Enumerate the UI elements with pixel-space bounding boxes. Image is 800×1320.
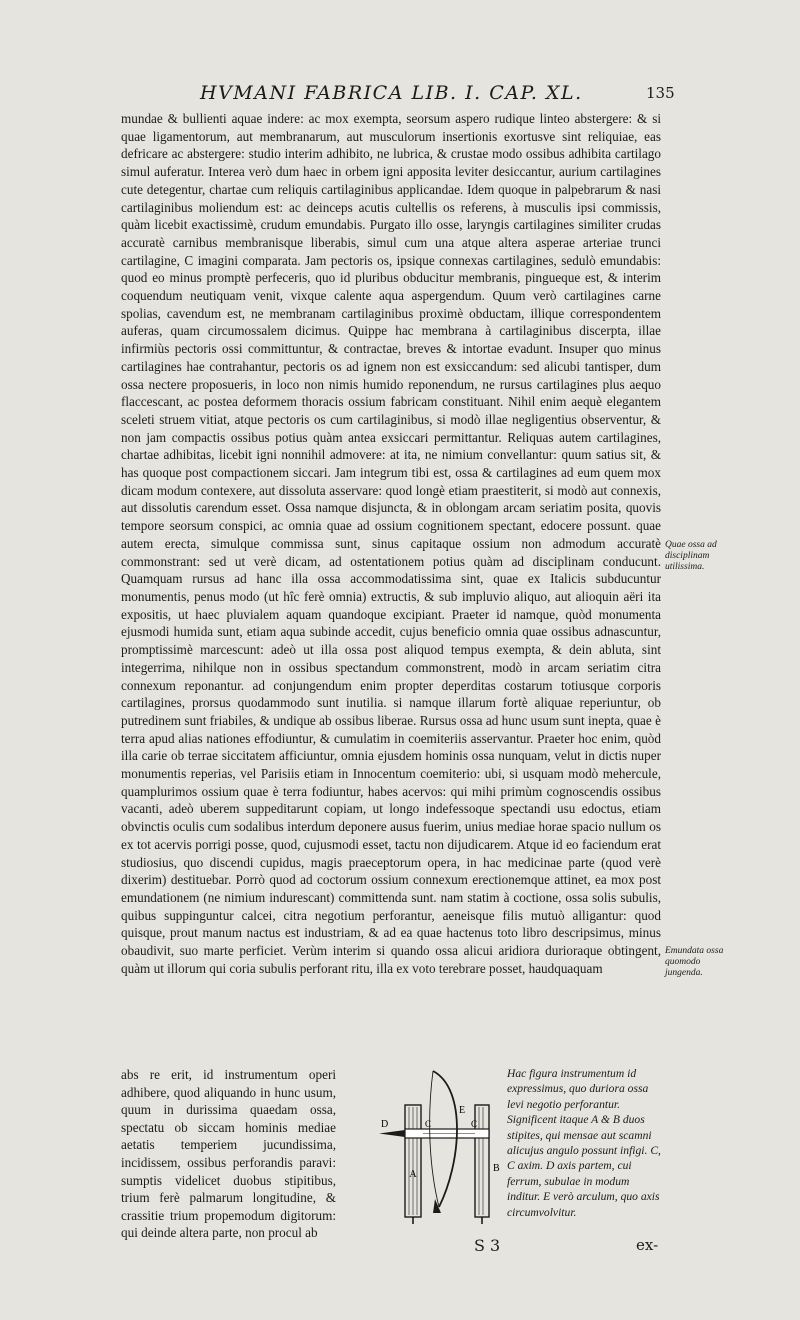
- catchword: ex-: [636, 1236, 659, 1254]
- figure-label: C: [425, 1119, 432, 1129]
- figure-label: E: [459, 1105, 466, 1116]
- figure-caption: Hac figura instrumentum id expressimus, quo duriora ossa levi negotio perforantur. Significent itaque A & B duos stipites, qui mensae aut scamni alicujus angulo possunt infigi. C, C axim. D axis partem, cui ferrum, subulae in modum inditur. E verò arculum, quo axis circumvolvitur.: [507, 1067, 661, 1219]
- running-title: HVMANI FABRICA LIB. I. CAP. XL.: [200, 82, 583, 104]
- stipes-a: [405, 1105, 421, 1224]
- stipes-b: [475, 1105, 489, 1224]
- bow-e: [430, 1071, 457, 1213]
- left-column-text: abs re erit, id instrumentum operi adhibere, quod aliquando in hunc usum, quum in durissima quaedam ossa, spectatu ob siccam hominis mediae aetatis temperiem jucundissima, incidissem, ossibus perforandis paravi: sumptis videlicet duobus stipitibus, trium ferè palmarum longitudine, & crassitie trium propemodum digitorum: qui deinde altera parte, non procul ab: [121, 1067, 336, 1241]
- drill-instrument-figure: [375, 1067, 505, 1227]
- figure-label: D: [381, 1119, 389, 1130]
- awl-d: [379, 1130, 405, 1137]
- figure-label: A: [409, 1169, 417, 1180]
- margin-note-1: Quae ossa ad disciplinam utilissima.: [665, 540, 717, 572]
- page-number: 135: [646, 84, 675, 102]
- signature-mark: S 3: [474, 1236, 501, 1255]
- main-paragraph: mundae & bullienti aquae indere: ac mox exempta, seorsum aspero rudique linteo abstergere: & si quae ligamentorum, aut membranarum, aut musculorum insertionis exortusve sint reliquiae, eas defricare ac abstergere: studio interim adhibito, ne lubrica, & crustae modo ossibus adhibita cartilago simul auferatur. Interea verò dum haec in orbem igni apposita leviter desiccantur, aurium cartilagines cute detegentur, chartae cum reliquis cartilaginibus applicandae. Idem quoque in palpebrarum & nasi cartilaginibus moliendum est: ac deinceps acutis cultellis os referens, à musculis ipsi commissis, quàm licebit exactissimè, crudum emundabis. Purgato illo osse, laryngis cartilagines similiter crudas accuratè carnibus membranisque liberabis, simul cum una atque altera asperae arteriae trunci cartilagine, C imagini comparata. Jam pectoris os, ipsique connexas cartilagines, sedulò emundabis: quod eo minus promptè perfeceris, quo id pluribus obducitur membranis, pingueque est, & interim coquendum neutiquam venit, vixque calente aqua aspergendum. Quum verò cartilagines carne spolias, cavendum est, ne membranam cartilaginibus proximè obductam, illique correspondentem auferas, quam circumossalem dicimus. Quippe hac membrana à cartilaginibus discerpta, illae infirmiùs pectoris ossi committuntur, & contractae, breves & intortae evadunt. Insuper quo minus cartilagines hae contrahantur, pectoris os ad ignem non est exsiccandum: sed alicubi tantisper, dum ossa nectere proposueris, in loco non nimis humido reponendum, ne rursus cartilagines plus aequo flaccescant, ac postea deformem thoracis ossium fabricam constituant. Nihil enim aequè elegantem sceleti struem vitiat, atque pectoris os cum cartilaginibus, si modò illae negligentius observentur, & non jam compactis ossibus potius quàm antea exsiccari permittantur. Reliquas autem cartilagines, chartae adhibitas, licebit igni nonnihil admovere: at ita, ne nimium convellantur: quum satius sit, & has quoque post compactionem siccari. Jam integrum tibi est, ossa & cartilagines ad eum quem mox dicam modum contexere, aut dissoluta asservare: quod longè etiam praestiterit, si modò aut connexis, aut dissolutis carendum esset. Ossa namque disjuncta, & in oblongam arcam seriatim posita, quovis tempore seorsum conspici, ac omnia quae ad ossium cognitionem spectant, edocere possunt. quae autem erecta, simulque commissa sunt, sinus capitaque ossium non admodum accuratè commonstrant: sed ut verè dicam, ad ostentationem potius quàm ad disciplinam conducunt. Quamquam rursus ad hanc illa ossa accommodatissima sint, quae ex Italicis subducuntur monumentis, penus modo (ut hîc ferè omnia) extructis, & sub impluvio aliquo, aut alioquin aëri ita expositis, ut haec pluvialem aquam quandoque excipiant. Praeter id namque, quòd monumenta ejusmodi humida sunt, etiam aqua subinde accedit, cujus beneficio omnia quae ossibus adnascuntur, promptissimè marcescunt: adeò ut illa ossa post aliquod tempus exempta, & dein abluta, sint integerrima, nihilque non in ossibus spectandum commonstrent, modò in arcam seriatim citra connexum reponantur. ad conjungendum enim propter deperditas costarum totiusque corporis cartilagines, prorsus quodammodo sunt inutilia. si namque illarum fortè aliquae reperiuntur, ob putredinem sunt friabiles, & undique ab ossibus liberae. Rursus ossa ad hunc usum sunt inepta, quae è terra apud alias nationes effodiuntur, & cumulatim in coemiteriis asservantur. Praeter hoc enim, quòd illa carie ob terrae siccitatem afficiuntur, omnia ejusdem hominis ossa nunquam, velut in dictis nuper monumentis reperias, vel Parisiis etiam in Innocentum coemiterio: ubi, si usquam modò mehercule, quamplurimos ossium quae è terra fodiuntur, habes acervos: qui mihi primùm cognoscendis ossibus vacanti, adeò uberem suppeditarunt copiam, ut longo indefessoque spectandi usu edoctus, etiam obvinctis oculis cum sodalibus interdum deponere ausus fuerim, unius mediae horae spacio nullum os ex tot acervis porrigi posse, quod, cujusmodi esset, tactu non dijudicarem. Atque id eo faciendum erat studiosius, quo discendi cupidus, magis praeceptorum opera, in hac medicinae parte (quod verè dixerim) destituebar. Porrò quod ad coctorum ossium connexum erectionemque attinet, ea mox post emundationem (ne nimium indurescant) committenda sunt. nam statim à coctione, ossa solis subulis, quibus suppinguntur calcei, citra negotium perforantur, aeneisque filis mutuò alligantur: quod quisque, prout manum nactus est industriam, & ad ea quae hactenus toto libro descripsimus, minus obaudivit, suo marte perficiet. Verùm interim si quando ossa alicui aridiora durioraque obtingent, quàm ut illorum qui coria subulis perforant ritu, illa ex voto terebrare posset, haudquaquam: [121, 111, 661, 976]
- margin-note-2: Emundata ossa quomodo jungenda.: [665, 946, 724, 978]
- main-text-block: [121, 110, 661, 977]
- figure-label: C: [471, 1119, 478, 1129]
- figure-label: B: [493, 1163, 500, 1174]
- axis-cc: [405, 1129, 489, 1138]
